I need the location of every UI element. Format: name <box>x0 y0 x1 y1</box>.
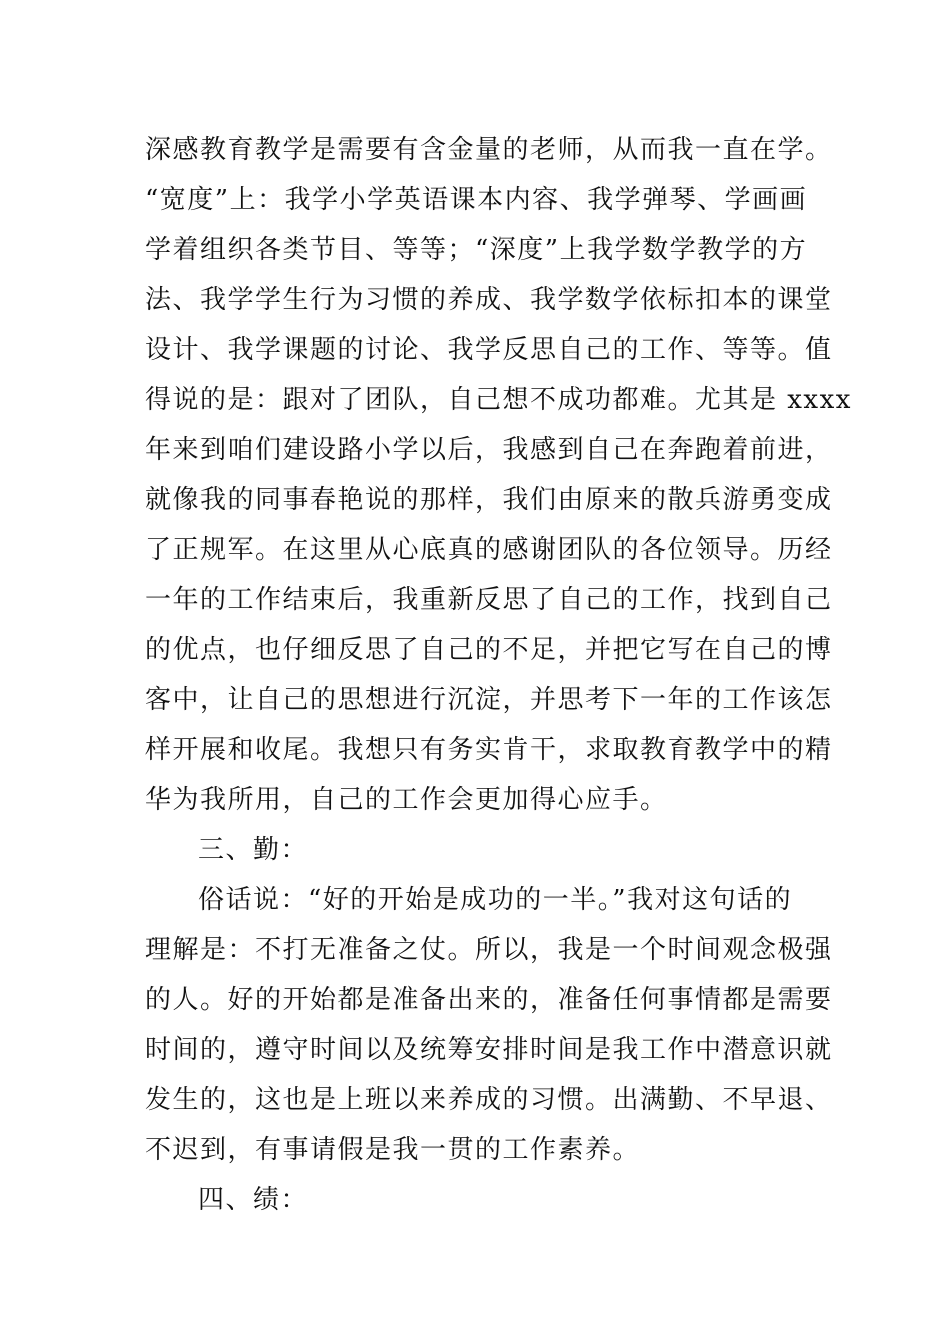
text-line: 客中，让自己的思想进行沉淀，并思考下一年的工作该怎 <box>145 685 833 715</box>
text-line: “宽度”上：我学小学英语课本内容、我学弹琴、学画画 <box>145 185 808 215</box>
text-line: 年来到咱们建设路小学以后，我感到自己在奔跑着前进， <box>145 435 833 465</box>
text-line: 一年的工作结束后，我重新反思了自己的工作，找到自己 <box>145 585 833 615</box>
text-line: 的优点，也仔细反思了自己的不足，并把它写在自己的博 <box>145 635 833 665</box>
text-line: 俗话说：“好的开始是成功的一半。”我对这句话的 <box>198 885 793 915</box>
text-line: 深感教育教学是需要有含金量的老师，从而我一直在学。 <box>145 135 833 165</box>
text-line: 不迟到，有事请假是我一贯的工作素养。 <box>145 1135 641 1165</box>
text-line: 样开展和收尾。我想只有务实肯干，求取教育教学中的精 <box>145 735 833 765</box>
text-line: 理解是：不打无准备之仗。所以，我是一个时间观念极强 <box>145 935 833 965</box>
text-line: 学着组织各类节目、等等；“深度”上我学数学教学的方 <box>145 235 808 265</box>
text-line: 就像我的同事春艳说的那样，我们由原来的散兵游勇变成 <box>145 485 833 515</box>
section-heading: 三、勤： <box>198 835 309 865</box>
section-heading: 四、绩： <box>198 1185 309 1215</box>
text-line: 发生的，这也是上班以来养成的习惯。出满勤、不早退、 <box>145 1085 833 1115</box>
text-line: 得说的是：跟对了团队，自己想不成功都难。尤其是 xxxx <box>145 385 852 415</box>
text-line: 设计、我学课题的讨论、我学反思自己的工作、等等。值 <box>145 335 833 365</box>
text-line: 了正规军。在这里从心底真的感谢团队的各位领导。历经 <box>145 535 833 565</box>
text-line: 华为我所用，自己的工作会更加得心应手。 <box>145 785 668 815</box>
text-line: 的人。好的开始都是准备出来的，准备任何事情都是需要 <box>145 985 833 1015</box>
text-line: 法、我学学生行为习惯的养成、我学数学依标扣本的课堂 <box>145 285 833 315</box>
text-line: 时间的，遵守时间以及统筹安排时间是我工作中潜意识就 <box>145 1035 833 1065</box>
